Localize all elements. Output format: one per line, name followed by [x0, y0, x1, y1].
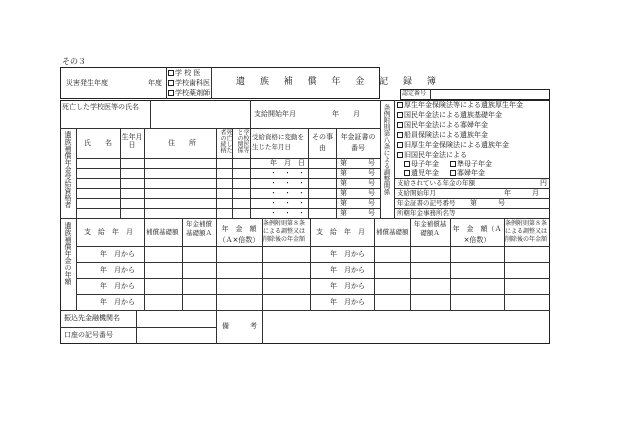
bank-label: 振込先金融機関名	[64, 314, 120, 322]
remarks-field[interactable]	[264, 312, 548, 342]
pension-option[interactable]: 旧国民年金法による	[397, 152, 467, 159]
col-change-date: 受給資格に変動を生じた年月日	[252, 133, 304, 152]
divider	[450, 218, 451, 310]
payment-col-amount: 年 金 額（Ａ×倍数）	[218, 225, 260, 244]
col-address: 住 所	[168, 139, 196, 147]
divider	[216, 310, 217, 344]
divider	[216, 218, 217, 310]
divider	[76, 246, 550, 247]
divider	[76, 158, 380, 159]
row-no: 第 号	[340, 209, 375, 217]
pension-amount-unit: 円	[540, 179, 547, 187]
divider	[232, 128, 233, 218]
divider	[216, 128, 217, 218]
sub-option[interactable]: 遺児年金	[404, 170, 439, 177]
certification-no-label: 認定番号	[402, 90, 427, 97]
divider	[211, 67, 212, 99]
divider	[336, 128, 337, 218]
checkbox-icon[interactable]	[168, 70, 174, 76]
checkbox-icon[interactable]	[404, 161, 410, 167]
school-type-pharmacist[interactable]: 学校薬剤師	[168, 90, 210, 97]
col-birth: 生年月日	[121, 133, 143, 150]
remarks-label: 備 考	[222, 322, 257, 330]
pension-cert-label: 年金証書の記号番号	[397, 199, 456, 207]
divider	[144, 218, 145, 310]
bank-field[interactable]	[138, 312, 214, 325]
payment-row-period: 年 月から	[330, 266, 365, 274]
col-reason: その事由	[312, 133, 333, 153]
payment-col-base: 補償基礎額	[146, 228, 179, 236]
pension-option[interactable]: 旧厚生年金保険法による遺族年金	[397, 142, 509, 149]
divider	[76, 278, 550, 279]
divider	[310, 218, 311, 310]
account-label: 口座の記号番号	[64, 331, 113, 339]
pension-office-label: 所轄年金事務所名等	[397, 209, 456, 217]
col-name: 氏 名	[84, 139, 112, 147]
payment-row-period: 年 月から	[100, 282, 135, 290]
divider	[262, 310, 263, 344]
divider	[144, 128, 145, 218]
divider	[166, 67, 167, 99]
form-title: 遺 族 補 償 年 金 記 録 簿	[236, 77, 442, 87]
checkbox-icon[interactable]	[168, 80, 174, 86]
year-suffix: 年度	[148, 79, 162, 87]
school-type-doctor[interactable]: 学 校 医	[168, 70, 200, 77]
pension-option[interactable]: 厚生年金保険法等による遺族厚生年金	[397, 102, 523, 109]
payment-col-adjusted: 条例附則第８条による調整又は削除後の年金額	[263, 220, 306, 243]
pension-option[interactable]: 国民年金法による寡婦年金	[397, 122, 488, 129]
checkbox-icon[interactable]	[404, 170, 410, 176]
payment-col-period: 支 給 年 月	[84, 228, 133, 236]
payment-col-coef: 年金補償基礎額Ａ	[413, 220, 447, 237]
pension-start-value: 年 月	[504, 189, 539, 197]
row-no: 第 号	[340, 189, 375, 197]
deceased-name-field[interactable]	[152, 102, 248, 126]
divider	[250, 100, 251, 128]
divider	[76, 294, 550, 295]
row-dots: ・ ・ ・	[270, 209, 305, 217]
sub-option[interactable]: 寡婦年金	[450, 170, 485, 177]
payment-col-adjusted: 条例附則第８条による調整又は削除後の年金額	[505, 220, 548, 243]
checkbox-icon[interactable]	[397, 132, 403, 138]
divider	[150, 100, 151, 128]
payment-section-label: 遺族補償年金の年額	[64, 222, 72, 285]
divider	[76, 218, 77, 310]
divider	[374, 218, 375, 310]
checkbox-icon[interactable]	[397, 102, 403, 108]
divider	[308, 128, 309, 218]
pension-option[interactable]: 船員保険法による遺族年金	[397, 132, 488, 139]
payment-row-period: 年 月から	[100, 298, 135, 306]
row-date: 年 月 日	[270, 159, 305, 167]
payment-col-amount: 年 金 額（Ａ×倍数）	[452, 225, 502, 244]
checkbox-icon[interactable]	[397, 142, 403, 148]
payment-row-period: 年 月から	[330, 282, 365, 290]
divider	[60, 218, 550, 219]
row-no: 第 号	[340, 179, 375, 187]
divider	[76, 198, 380, 199]
school-type-dentist[interactable]: 学校歯科医	[168, 80, 210, 87]
pension-start-label: 支給開始年月	[397, 189, 436, 197]
account-field[interactable]	[138, 329, 214, 342]
pension-option[interactable]: 国民年金法による遺族基礎年金	[397, 112, 502, 119]
sub-option[interactable]: 母子年金	[404, 161, 439, 168]
payment-col-coef: 年金補償基礎額Ａ	[186, 220, 212, 237]
payment-row-period: 年 月から	[330, 250, 365, 258]
divider	[76, 128, 77, 218]
row-no: 第 号	[340, 159, 375, 167]
payment-row-period: 年 月から	[330, 298, 365, 306]
checkbox-icon[interactable]	[397, 122, 403, 128]
certification-no-field[interactable]	[432, 90, 548, 99]
divider	[76, 168, 380, 169]
payment-col-base: 補償基礎額	[376, 228, 409, 236]
col-support: 学校医等との関係	[236, 129, 249, 153]
checkbox-icon[interactable]	[168, 90, 174, 96]
divider	[76, 262, 550, 263]
divider	[136, 310, 137, 344]
payment-row-period: 年 月から	[100, 266, 135, 274]
checkbox-icon[interactable]	[450, 170, 456, 176]
divider	[76, 178, 380, 179]
payment-row-period: 年 月から	[100, 250, 135, 258]
checkbox-icon[interactable]	[450, 161, 456, 167]
row-dots: ・ ・ ・	[270, 169, 305, 177]
checkbox-icon[interactable]	[397, 152, 403, 158]
survivors-section-label: 遺族補償年金受給資格者	[64, 131, 72, 208]
article8-label: 条例附則第八条による調整関係	[382, 104, 391, 195]
divider	[430, 89, 431, 100]
divider	[76, 188, 380, 189]
deceased-label: 死亡した学校医等の氏名	[62, 103, 139, 111]
row-no: 第 号	[340, 199, 375, 207]
divider	[60, 310, 550, 311]
col-relation: 死亡した者の続柄	[219, 129, 232, 153]
row-dots: ・ ・ ・	[270, 199, 305, 207]
payment-start-value: 年 月	[332, 110, 360, 118]
col-cert-no: 年金証書の番号	[340, 133, 376, 153]
row-dots: ・ ・ ・	[270, 179, 305, 187]
row-no: 第 号	[340, 169, 375, 177]
divider	[250, 128, 251, 218]
sub-option[interactable]: 準母子年金	[450, 161, 492, 168]
divider	[394, 100, 395, 218]
disaster-year-label: 災害発生年度	[66, 79, 108, 87]
divider	[60, 327, 216, 328]
pension-amount-label: 支給されている年金の年額	[397, 179, 475, 187]
row-dots: ・ ・ ・	[270, 189, 305, 197]
divider	[76, 208, 380, 209]
checkbox-icon[interactable]	[397, 112, 403, 118]
pension-cert-value: 第 号	[470, 199, 505, 207]
page-label: その３	[62, 57, 86, 66]
payment-start-label: 支給開始年月	[254, 110, 296, 118]
payment-col-period: 支 給 年 月	[316, 228, 365, 236]
divider	[380, 100, 381, 218]
